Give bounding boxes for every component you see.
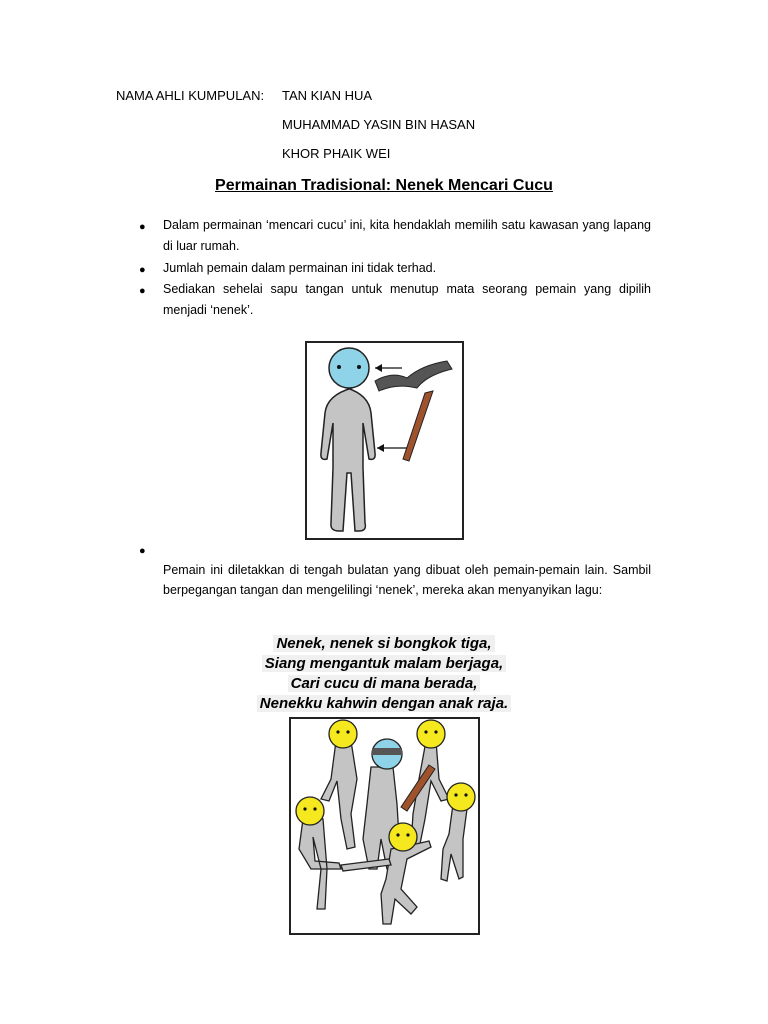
child-head-icon xyxy=(296,797,324,825)
song-lyrics xyxy=(0,634,768,714)
child-body xyxy=(299,819,341,909)
description-paragraph: Pemain ini diletakkan di tengah bulatan yang dibuat oleh pemain-pemain lain. Sambil berpegangan tangan dan mengelilingi ‘nenek’, mereka akan menyanyikan lagu: xyxy=(163,563,651,597)
arrow-icon xyxy=(375,364,382,372)
bullet-item-3: Sediakan sehelai sapu tangan untuk menutup mata seorang pemain yang dipilih menjadi ‘nenek’. xyxy=(163,282,651,317)
figure-nenek-illustration xyxy=(305,341,464,540)
bullet-dot-icon: ● xyxy=(139,545,146,557)
child-head-icon xyxy=(389,823,417,851)
member-name-2: MUHAMMAD YASIN BIN HASAN xyxy=(282,117,476,132)
lyric-line-4: Nenekku kahwin dengan anak raja. xyxy=(257,695,511,712)
lyric-line-1: Nenek, nenek si bongkok tiga, xyxy=(273,635,494,652)
bullet-dot-icon: ● xyxy=(139,221,146,233)
child-head-icon xyxy=(447,783,475,811)
bullet-item-2: Jumlah pemain dalam permainan ini tidak terhad. xyxy=(163,261,437,275)
lyric-line-2: Siang mengantuk malam berjaga, xyxy=(262,655,506,672)
head-icon xyxy=(329,348,369,388)
bullet-dot-icon: ● xyxy=(139,264,146,276)
bullet-item-1: Dalam permainan ‘mencari cucu’ ini, kita hendaklah memilih satu kawasan yang lapang di luar rumah. xyxy=(163,218,651,253)
stick-icon xyxy=(403,391,433,461)
bullet-dot-icon: ● xyxy=(139,285,146,297)
scarf-icon xyxy=(375,361,452,391)
figure-circle-game-illustration xyxy=(289,717,480,935)
lyric-line-3: Cari cucu di mana berada, xyxy=(288,675,481,692)
nenek-drawing xyxy=(307,343,462,538)
arrow-icon xyxy=(377,444,384,452)
child-head-icon xyxy=(329,720,357,748)
page-title: Permainan Tradisional: Nenek Mencari Cucu xyxy=(215,177,553,194)
child-head-icon xyxy=(417,720,445,748)
child-body xyxy=(321,741,357,849)
member-name-3: KHOR PHAIK WEI xyxy=(282,146,391,161)
circle-game-drawing xyxy=(291,719,478,933)
member-name-1: TAN KIAN HUA xyxy=(282,88,373,103)
blindfold-icon xyxy=(372,748,402,755)
member-list-label: NAMA AHLI KUMPULAN: xyxy=(116,88,265,103)
body-shape xyxy=(321,388,375,531)
